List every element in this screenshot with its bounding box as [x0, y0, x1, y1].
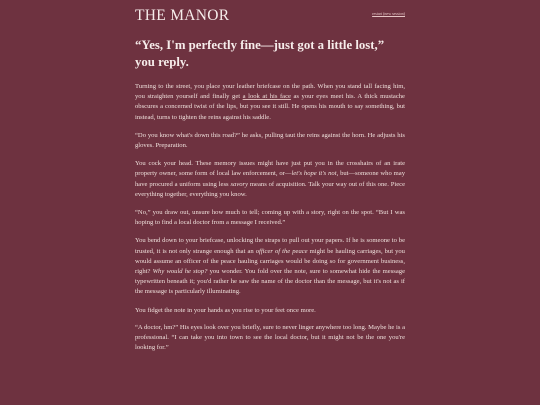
emphasis-text: savory	[230, 180, 249, 188]
paragraph: “Do you know what's down this road?” he asks, pulling taut the reins against the horn. He adjusts his gloves. Preparation.	[135, 131, 405, 150]
emphasis-text: officer of the peace	[255, 247, 308, 255]
emphasis-text: let's hope it's not	[291, 170, 337, 178]
paragraph: “A doctor, hm?” His eyes look over you briefly, sure to never linger anywhere too long. Maybe he is a professional. “I can take you into town to see the local doctor, but it might not be the one you're looking for.”	[135, 323, 405, 352]
paragraph-text: You cock your head. These memory issues might have just put you in the crosshairs of an irate property owner, some form of local law enforcement, or—	[135, 160, 405, 178]
look-at-face-link[interactable]: a look at his face	[242, 93, 291, 101]
paragraph-text: , but—someone who may have procured a uniform using less	[135, 170, 405, 188]
paragraph-text: might be hauling carriages, but you would assume an officer of the peace hauling carriages would be doing so for government business, right?	[135, 247, 405, 276]
page-column	[135, 0, 405, 405]
paragraph	[135, 236, 405, 297]
paragraph-text: as your eyes meet his. A thick mustache obscures a concerned twist of the lips, but you see it still. He opens his mouth to say something, but instead, turns to tighten the reins against his saddle.	[135, 93, 405, 121]
story-text	[135, 82, 405, 361]
emphasis-text: Why would he stop?	[152, 268, 208, 276]
passage-heading: “Yes, I'm perfectly fine—just got a little lost,” you reply.	[135, 38, 385, 69]
paragraph	[135, 82, 405, 123]
paragraph: You fidget the note in your hands as you rise to your feet once more.	[135, 306, 316, 314]
paragraph-text: Turning to the street, you place your leather briefcase on the path. When you stand tall facing him, you straighten yourself and finally get	[135, 83, 405, 101]
paragraph	[135, 159, 405, 200]
restart-link[interactable]: restart (new session)	[372, 11, 405, 16]
story-title: THE MANOR	[135, 7, 230, 24]
paragraph-text: you wonder. You fold over the note, sure to somewhat hide the message typewritten beneath it; you'd rather he saw the name of the doctor than the message, but it's not as if the message is particularly illuminating.	[135, 268, 405, 296]
paragraph-text: means of acquisition. Talk your way out of this one. Piece everything together, everything you know.	[135, 180, 405, 198]
paragraph-text: You bend down to your briefcase, unlocking the straps to pull out your papers. If he is someone to be trusted, it is not only strange enough that an	[135, 237, 405, 255]
paragraph: “No,” you draw out, unsure how much to tell; coming up with a story, right on the spot. “But I was hoping to find a local doctor from a message I received.”	[135, 209, 405, 227]
header	[135, 7, 405, 29]
